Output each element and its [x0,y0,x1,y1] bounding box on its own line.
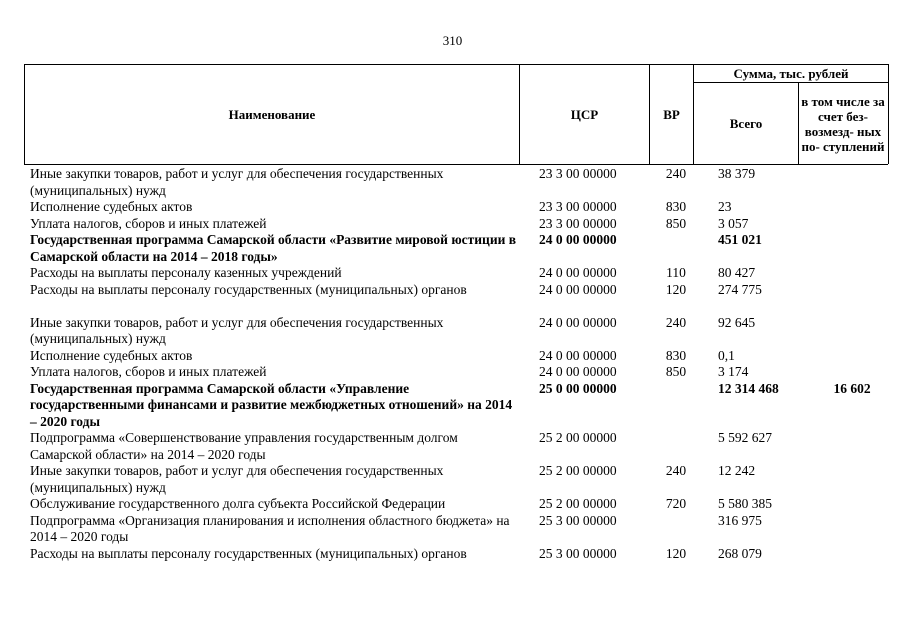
row-name: Подпрограмма «Совершенствование управления государственным долгом Самарской области» на 2014 – 2020 годы [30,430,458,462]
row-csr: 25 2 00 00000 [539,463,617,478]
row-total: 3 174 [718,364,749,379]
row-total: 451 021 [718,232,762,247]
row-csr: 24 0 00 00000 [539,281,617,297]
row-total: 23 [718,199,732,214]
row-csr: 23 3 00 00000 [539,166,617,181]
row-name: Расходы на выплаты персоналу казенных учреждений [30,265,342,280]
header-right-line [888,64,889,164]
row-csr: 25 0 00 00000 [539,380,617,396]
row-name: Государственная программа Самарской области «Управление государственными финансами и развитие межбюджетных отношений» на 2014 – 2020 годы [30,380,513,429]
table-row [24,232,888,265]
row-total: 274 775 [718,281,762,297]
page-number: 310 [442,33,463,48]
row-name: Уплата налогов, сборов и иных платежей [30,364,267,379]
row-name: Иные закупки товаров, работ и услуг для обеспечения государственных (муниципальных) нужд [30,314,444,346]
row-total: 80 427 [718,265,756,280]
table-row [24,282,888,315]
table-row [24,381,888,431]
row-vr: 830 [665,199,687,214]
row-vr: 240 [665,166,687,181]
row-name: Расходы на выплаты персоналу государственных (муниципальных) органов [30,545,467,561]
header-csr: ЦСР [570,107,599,122]
table-row [24,513,888,546]
header-vr: ВР [663,107,680,122]
row-total: 5 580 385 [718,496,772,511]
row-vr: 120 [665,281,687,297]
row-vr: 240 [665,463,687,478]
table-row [24,265,888,282]
table-row [24,315,888,348]
table-row [24,199,888,216]
header-total: Всего [729,116,763,131]
row-vr: 120 [665,545,687,561]
row-total: 0,1 [718,347,735,363]
table-row [24,364,888,381]
row-name: Подпрограмма «Организация планирования и исполнения областного бюджета» на 2014 – 2020 годы [30,512,510,544]
row-name: Государственная программа Самарской области «Развитие мировой юстиции в Самарской области на 2014 – 2018 годы» [30,232,517,264]
table-header [24,64,888,164]
header-free: в том числе за счет без- возмезд- ных по- ступлений [801,93,885,154]
table-row [24,463,888,496]
table-row [24,546,888,579]
row-csr: 23 3 00 00000 [539,215,617,231]
row-vr: 830 [665,347,687,363]
row-csr: 23 3 00 00000 [539,199,617,214]
row-name: Иные закупки товаров, работ и услуг для обеспечения государственных (муниципальных) нужд [30,166,444,198]
header-sum: Сумма, тыс. рублей [733,66,849,81]
table-row [24,348,888,365]
row-csr: 24 0 00 00000 [539,232,617,247]
row-vr: 720 [665,496,687,511]
row-total: 316 975 [718,512,762,528]
row-total: 5 592 627 [718,430,772,445]
row-csr: 24 0 00 00000 [539,314,617,330]
row-total: 268 079 [718,545,762,561]
row-csr: 24 0 00 00000 [539,265,617,280]
row-name: Иные закупки товаров, работ и услуг для обеспечения государственных (муниципальных) нужд [30,463,444,495]
table-row [24,430,888,463]
row-csr: 24 0 00 00000 [539,347,617,363]
header-bottom-line [24,164,888,165]
header-name: Наименование [228,107,316,122]
row-name: Уплата налогов, сборов и иных платежей [30,215,267,231]
row-vr: 850 [665,364,687,379]
row-csr: 24 0 00 00000 [539,364,617,379]
row-csr: 25 2 00 00000 [539,430,617,445]
row-free: 16 602 [833,380,871,396]
header-col-line-4 [798,82,799,164]
row-total: 12 242 [718,463,756,478]
table-row [24,216,888,233]
table-row [24,496,888,513]
table-row [24,166,888,199]
row-csr: 25 2 00 00000 [539,496,617,511]
row-csr: 25 3 00 00000 [539,545,617,561]
row-csr: 25 3 00 00000 [539,512,617,528]
row-vr: 110 [666,265,686,280]
row-vr: 850 [665,215,687,231]
row-name: Обслуживание государственного долга субъекта Российской Федерации [30,496,446,511]
row-name: Расходы на выплаты персоналу государственных (муниципальных) органов [30,281,467,297]
row-name: Исполнение судебных актов [30,199,193,214]
table-body [24,166,888,579]
row-vr: 240 [665,314,687,330]
row-total: 92 645 [718,314,756,330]
row-total: 12 314 468 [718,380,779,396]
row-total: 3 057 [718,215,749,231]
row-total: 38 379 [718,166,756,181]
row-name: Исполнение судебных актов [30,347,193,363]
